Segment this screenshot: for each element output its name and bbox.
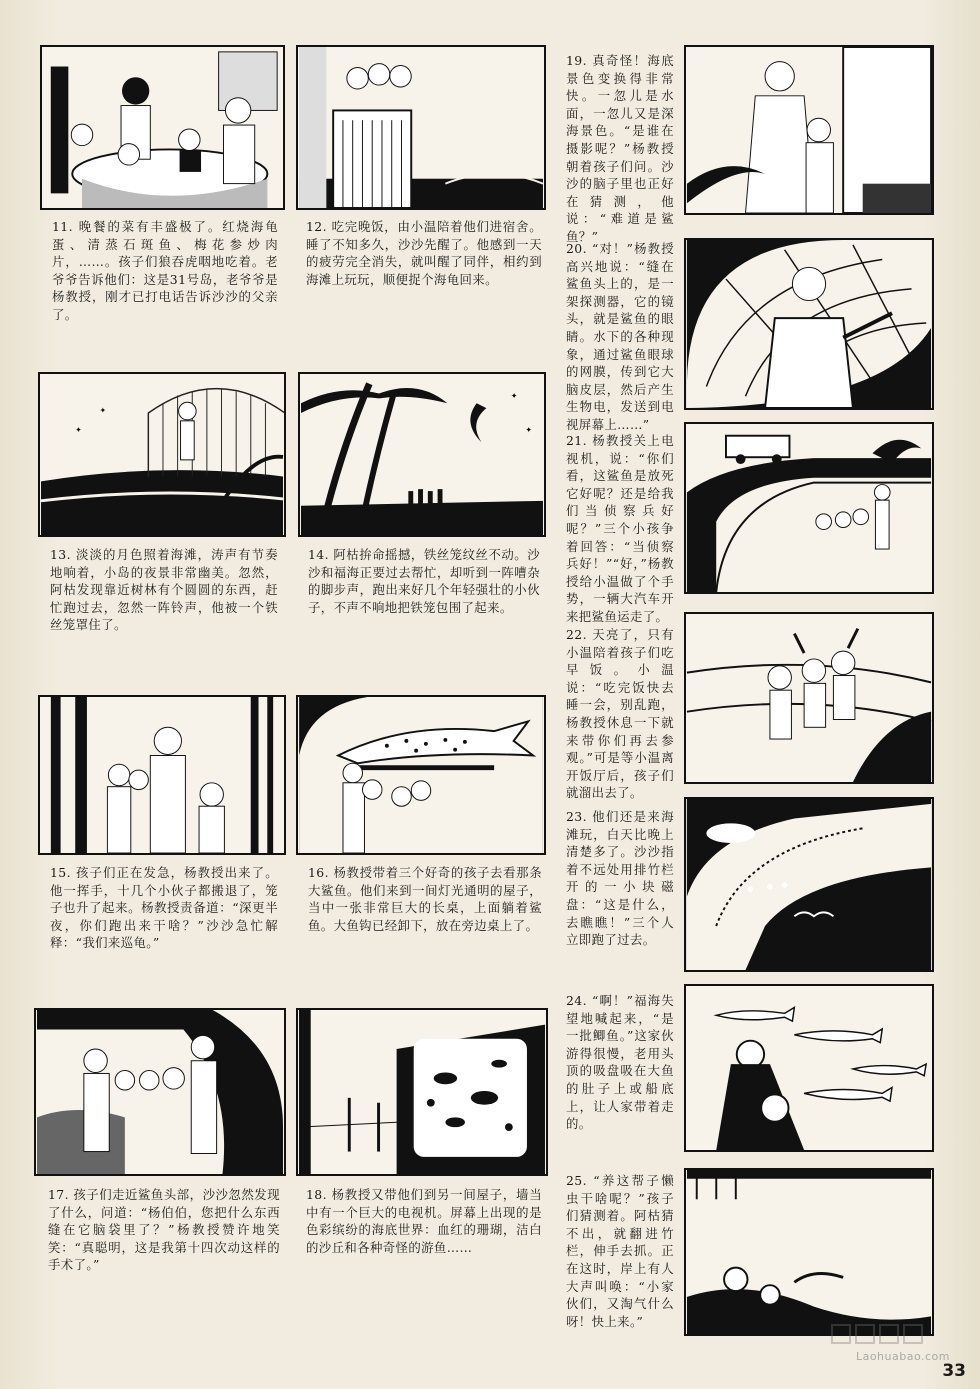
- panel-16: [296, 695, 546, 855]
- panel-23: [684, 797, 934, 972]
- panel-21: [684, 422, 934, 594]
- watermark-logo-icon: [830, 1321, 940, 1347]
- beach-scene-icon: [686, 799, 932, 970]
- panel-11: [40, 45, 285, 210]
- panel-25: [684, 1168, 934, 1336]
- caption-21: 21. 杨教授关上电视机，说：“你们看，这鲨鱼是放死它好呢？还是给我们当侦察兵好呢？”三个小孩争着回答：“当侦察兵好！”“好，”杨教授给小温做了个手势，一辆大汽车开来把鲨鱼运走了。: [566, 433, 674, 624]
- globe-scene-icon: [686, 240, 932, 408]
- panel-24: [684, 984, 934, 1152]
- svg-text:✦: ✦: [99, 406, 107, 416]
- pond-scene-icon: [686, 1170, 932, 1334]
- caption-22: 22. 天亮了，只有小温陪着孩子们吃早饭。小温说：“吃完饭快去睡一会，别乱跑，杨教授休息一下就来带你们再去参观。”可是等小温离开饭厅后，孩子们就溜出去了。: [566, 627, 674, 801]
- panel-19: [684, 45, 934, 215]
- panel-22: [684, 612, 934, 784]
- caption-25: 25. “养这帮子懒虫干啥呢？”孩子们猜测着。阿枯猜不出，就翻进竹栏，伸手去抓。正在这时，岸上有人大声叫唤：“小家伙们，又淘气什么呀！快上来。”: [566, 1173, 674, 1329]
- professor-scene-icon: [40, 697, 284, 853]
- caption-11: 11. 晚餐的菜有丰盛极了。红烧海龟蛋、清蒸石斑鱼、梅花参炒肉片，……。孩子们狼吞虎咽地吃着。老爷爷告诉他们：这是31号岛，老爷爷是杨教授，刚才已打电话告诉沙沙的父亲了。: [52, 219, 278, 322]
- page-number: 33: [942, 1361, 966, 1381]
- caption-12: 12. 吃完晚饭，由小温陪着他们进宿舍。睡了不知多久，沙沙先醒了。他感到一天的疲劳完全消失，就叫醒了同伴，相约到海滩上玩玩，顺便捉个海龟回来。: [306, 219, 542, 287]
- panel-20: [684, 238, 934, 410]
- caption-18: 18. 杨教授又带他们到另一间屋子，墙当中有一个巨大的电视机。屏幕上出现的是色彩缤纷的海底世界：血红的珊瑚，洁白的沙丘和各种奇怪的游鱼……: [306, 1187, 542, 1255]
- caption-20: 20. “对！”杨教授高兴地说：“缝在鲨鱼头上的，是一架探测器，它的镜头，就是鲨鱼的眼睛。水下的各种现象，通过鲨鱼眼球的网膜，传到它大脑皮层，然后产生生物电，发送到电视屏幕上……”: [566, 241, 674, 432]
- caption-13: 13. 淡淡的月色照着海滩，涛声有节奏地响着，小岛的夜景非常幽美。忽然，阿枯发现靠近树林有个圆圆的东西，赶忙跑过去，忽然一阵铃声，他被一个铁丝笼罩住了。: [50, 547, 278, 633]
- cage-scene-icon: [40, 374, 284, 535]
- fish-pool-scene-icon: [686, 986, 932, 1150]
- caption-14: 14. 阿枯拚命摇撼，铁丝笼纹丝不动。沙沙和福海正要过去帮忙，却听到一阵嘈杂的脚步声，跑出来好几个年轻强壮的小伙子，不声不响地把铁笼包围了起来。: [308, 547, 540, 615]
- caption-15: 15. 孩子们正在发急，杨教授出来了。他一挥手，十几个小伙子都搬退了，笼子也升了起来。杨教授责备道：“深更半夜，你们跑出来干啥？”沙沙急忙解释：“我们来巡龟。”: [50, 865, 278, 951]
- caption-16: 16. 杨教授带着三个好奇的孩子去看那条大鲨鱼。他们来到一间灯光通明的屋子，当中一张非常巨大的长桌，上面躺着鲨鱼。大鱼钩已经卸下，放在旁边桌上了。: [308, 865, 542, 933]
- panel-18: [296, 1008, 548, 1176]
- caption-19: 19. 真奇怪！海底景色变换得非常快。一忽儿是水面，一忽儿又是深海景色。“是谁在摄影呢？”杨教授朝着孩子们问。沙沙的脑子里也正好在猜测，他说：“难道是鲨鱼？”: [566, 53, 674, 244]
- caption-17: 17. 孩子们走近鲨鱼头部，沙沙忽然发现了什么，问道：“杨伯伯，您把什么东西缝在它脑袋里了？”杨教授赞许地笑笑：“真聪明，这是我第十四次动这样的手术了。”: [48, 1187, 280, 1273]
- balcony-scene-icon: [298, 47, 544, 208]
- dining-scene-icon: [42, 47, 283, 208]
- professor-window-scene-icon: [686, 47, 932, 213]
- svg-text:✦: ✦: [525, 425, 532, 435]
- svg-text:✦: ✦: [510, 391, 518, 401]
- tv-screen-scene-icon: [298, 1010, 546, 1174]
- panel-13: [38, 372, 286, 537]
- caption-23: 23. 他们还是来海滩玩，白天比晚上清楚多了。沙沙指着不远处用排竹栏开的一小块磁盘：“这是什么，去瞧瞧！”三个人立即跑了过去。: [566, 809, 674, 948]
- truck-scene-icon: [686, 424, 932, 592]
- panel-17: [34, 1008, 286, 1176]
- kids-waving-scene-icon: [686, 614, 932, 782]
- panel-15: [38, 695, 286, 855]
- watermark-text: Laohuabao.com: [855, 1350, 950, 1363]
- caption-24: 24. “啊！”福海失望地喊起来，“是一批鲫鱼。”这家伙游得很慢，老用头顶的吸盘吸在大鱼的肚子上或船底上，让人家带着走的。: [566, 993, 674, 1132]
- palm-night-scene-icon: [300, 374, 544, 535]
- crowd-scene-icon: [36, 1010, 284, 1174]
- panel-14: [298, 372, 546, 537]
- shark-scene-icon: [298, 697, 544, 853]
- panel-12: [296, 45, 546, 210]
- svg-text:✦: ✦: [75, 425, 82, 435]
